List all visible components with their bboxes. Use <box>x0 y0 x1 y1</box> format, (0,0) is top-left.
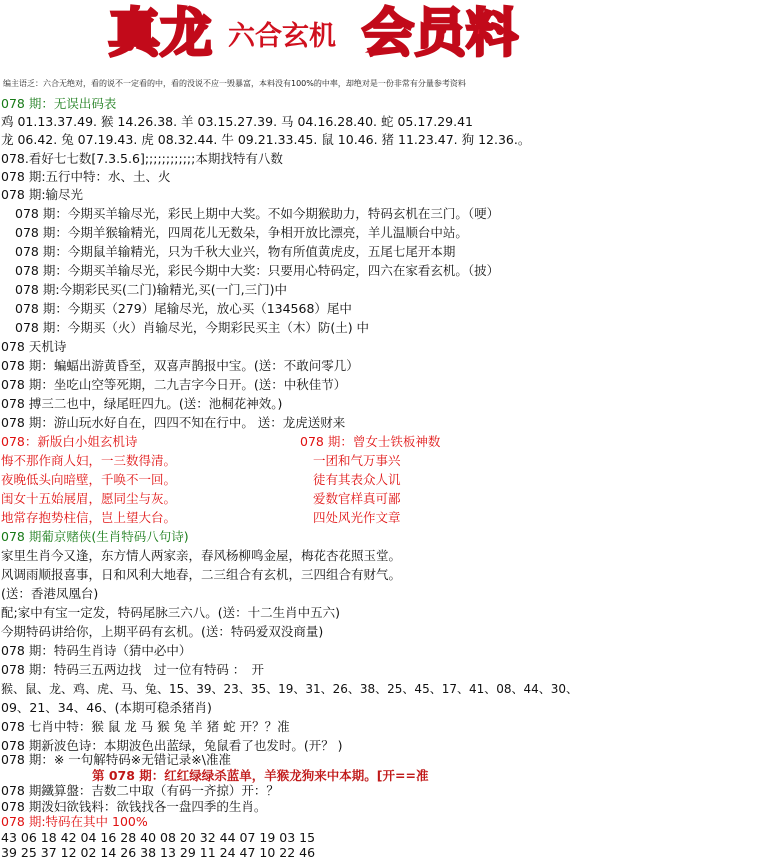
header-banner <box>0 0 775 78</box>
title-part-2: 六合玄机 <box>228 21 336 52</box>
text-line: 078 期：今期买羊输尽光，彩民今期中大奖：只要用心特码定，四六在家看玄机。（披） <box>15 263 500 278</box>
poem-title-right: 078 期：曾女士铁板神数 <box>300 434 441 449</box>
number-list-line: 猴、鼠、龙、鸡、虎、马、兔、15、39、23、35、19、31、26、38、25、45、17、41、08、44、30、 <box>1 682 579 696</box>
text-line: 078 天机诗 <box>1 339 67 354</box>
title-part-1: 真龙 <box>108 3 213 64</box>
text-line: 078 期：今期买（火）肖输尽光，今期彩民买主（木）防(土) 中 <box>15 320 370 335</box>
poem-line-left: 悔不那作商人妇，一三数得清。 <box>1 453 177 468</box>
number-list-line: 39 25 37 12 02 14 26 38 13 29 11 24 47 10 22 46 <box>1 845 316 860</box>
text-line: 078 七肖中特：猴 鼠 龙 马 猴 兔 羊 猪 蛇 开？？准 <box>1 719 290 734</box>
text-line: 078 期：今期羊猴输精光，四周花儿无数朵，争相开放比漂亮，羊儿温顺台中站。 <box>15 225 468 240</box>
text-line: 078 期新波色诗：本期波色出蓝绿，兔鼠看了也发时。(开？ ) <box>1 738 343 753</box>
text-line: 078 期鐵算盤：吉数二中取（有码一齐掠）开：？ <box>1 783 279 798</box>
poem-line-right: 徒有其表众人讥 <box>313 472 401 487</box>
text-line: 078.看好七七数[7.3.5.6];;;;;;;;;;;;本期找特有八数 <box>1 151 283 166</box>
poem-line-right: 四处风光作文章 <box>313 510 401 525</box>
text-line: (送：香港凤凰台) <box>1 586 99 601</box>
text-line: 配;家中有宝一定发，特码尾脉三六八。(送：十二生肖中五六) <box>1 605 340 620</box>
title-part-3: 会员料 <box>362 3 519 64</box>
text-line: 078 期：※ 一句解特码※无错记录※\准准 <box>1 752 231 767</box>
text-line: 家里生肖今又逢，东方情人两家亲，春风杨柳鸣金屋，梅花杏花照玉堂。 <box>1 548 402 563</box>
text-line: 078 期:输尽光 <box>1 187 84 202</box>
text-line: 078 期:今期彩民买(二门)输精光,买(一门,三门)中 <box>15 282 287 297</box>
poem-line-left: 地常存抱势柱信，岂上望大台。 <box>1 510 177 525</box>
text-line: 078 期：游山玩水好自在，四四不知在行中。 送：龙虎送财来 <box>1 415 346 430</box>
text-line: 078 期：特码生肖诗（猜中必中） <box>1 643 192 658</box>
text-line: 风调雨顺报喜事，日和风利大地春，二三组合有玄机，三四组合有财气。 <box>1 567 402 582</box>
text-line: 078 搏三二也中，绿尾旺四九。(送：池桐花神效。) <box>1 396 283 411</box>
text-line: 078 期：特码三五两边找 过一位有特码 ： 开 <box>1 662 265 677</box>
zodiac-number-line: 鸡 01.13.37.49. 猴 14.26.38. 羊 03.15.27.39. 马 04.16.28.40. 蛇 05.17.29.41 <box>1 114 473 129</box>
special-title-line: 078 期:特码在其中 100% <box>1 814 148 829</box>
text-line: 今期特码讲给你，上期平码有玄机。(送：特码爱双没商量) <box>1 624 324 639</box>
section-title: 078 期葡京赌侠(生肖特码八句诗) <box>1 529 189 544</box>
disclaimer-notice: 编主语乏：六合无绝对，看的说不一定看的中，看的没说不应一毁暴富，本料没有100%的中率，却绝对是一份非常有分量参考资料 <box>3 79 466 88</box>
number-list-line: 43 06 18 42 04 16 28 40 08 20 32 44 07 19 03 15 <box>1 829 316 845</box>
poem-line-right: 一团和气万事兴 <box>313 453 401 468</box>
number-list-line: 09、21、34、46、(本期可稳杀猪肖) <box>1 700 212 715</box>
text-line: 078 期：今期买羊输尽光，彩民上期中大奖。不如今期猴助力，特码玄机在三门。（哽） <box>15 206 500 221</box>
text-line: 078 期：今期鼠羊输精光，只为千秋大业兴，物有所值黄虎皮，五尾七尾开本期 <box>15 244 456 259</box>
poem-line-left: 闺女十五始展眉，愿同尘与灰。 <box>1 491 177 506</box>
section-title: 078 期：无误出码表 <box>1 96 117 111</box>
text-line: 078 期：蝙蝠出游黄昏至，双喜声鹊报中宝。(送：不敢问零几） <box>1 358 359 373</box>
text-line: 078 期：坐吃山空等死期，二九吉字今日开。(送：中秋佳节） <box>1 377 347 392</box>
zodiac-number-line: 龙 06.42. 兔 07.19.43. 虎 08.32.44. 牛 09.21.33.45. 鼠 10.46. 猪 11.23.47. 狗 12.36.。 <box>1 132 531 147</box>
poem-title-left: 078：新版白小姐玄机诗 <box>1 434 138 449</box>
poem-line-left: 夜晚低头向暗壁，千唤不一回。 <box>1 472 177 487</box>
text-line: 078 期：今期买（279）尾输尽光，放心买（134568）尾中 <box>15 301 352 316</box>
text-line: 078 期泼妇欲钱料：欲钱找各一盘四季的生肖。 <box>1 798 267 814</box>
highlight-line: 第 078 期：红红绿绿杀蓝单，羊猴龙狗来中本期。[开==准 <box>92 767 429 783</box>
poem-line-right: 爱数官样真可鄙 <box>313 491 401 506</box>
text-line: 078 期:五行中特：水、土、火 <box>1 169 171 184</box>
